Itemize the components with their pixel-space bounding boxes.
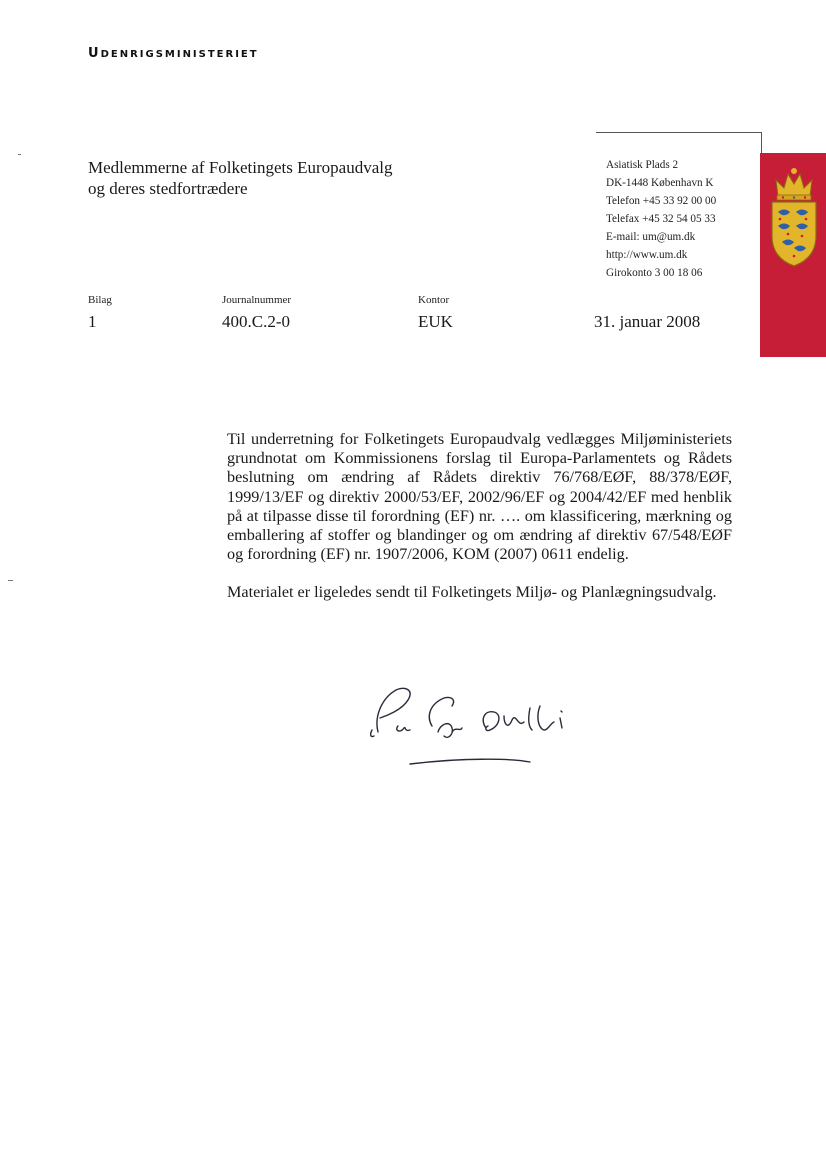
address-block [606,156,716,282]
scan-mark [8,580,13,581]
letter-date: 31. januar 2008 [594,312,701,331]
royal-coat-of-arms-icon [766,166,822,270]
bilag-value: 1 [88,312,97,331]
address-fax: Telefax +45 32 54 05 33 [606,213,716,225]
body-paragraph-2: Materialet er ligeledes sendt til Folketingets Miljø- og Planlægningsudvalg. [227,583,717,602]
kontor-label: Kontor [418,294,450,306]
address-website: http://www.um.dk [606,249,688,261]
journal-label: Journalnummer [222,294,292,306]
address-email: E-mail: um@um.dk [606,231,696,243]
address-city: DK-1448 København K [606,177,714,189]
address-phone: Telefon +45 33 92 00 00 [606,195,717,207]
letter-body [227,430,732,622]
address-street: Asiatisk Plads 2 [606,159,679,171]
scan-mark [18,154,21,155]
kontor-value: EUK [418,312,453,331]
recipient-line-2: og deres stedfortrædere [88,179,248,198]
header-rule [596,132,762,133]
recipient-line-1: Medlemmerne af Folketingets Europaudvalg [88,158,393,177]
header-rule-corner [761,132,762,154]
recipient-block [88,157,393,199]
bilag-label: Bilag [88,294,112,306]
address-giro: Girokonto 3 00 18 06 [606,267,703,279]
ministry-name: udenrigsministeriet [88,40,259,62]
signature [360,676,590,776]
journal-value: 400.C.2-0 [222,312,290,331]
body-paragraph-1: Til underretning for Folketingets Europaudvalg vedlægges Miljøministeriets grundnotat om Kommissionens forslag til Europa-Parlamentets og Rådets beslutning om ændring af Rådets direktiv 76/768/EØF, 88/378/EØF, 1999/13/EF og direktiv 2000/53/EF, 2002/96/EF og 2004/42/EF med henblik på at tilpasse disse til forordning (EF) nr. …. om klassificering, mærkning og emballering af stoffer og blandinger og om ændring af direktiv 67/548/EØF og forordning (EF) nr. 1907/2006, KOM (2007) 0611 endelig. [227,430,732,564]
